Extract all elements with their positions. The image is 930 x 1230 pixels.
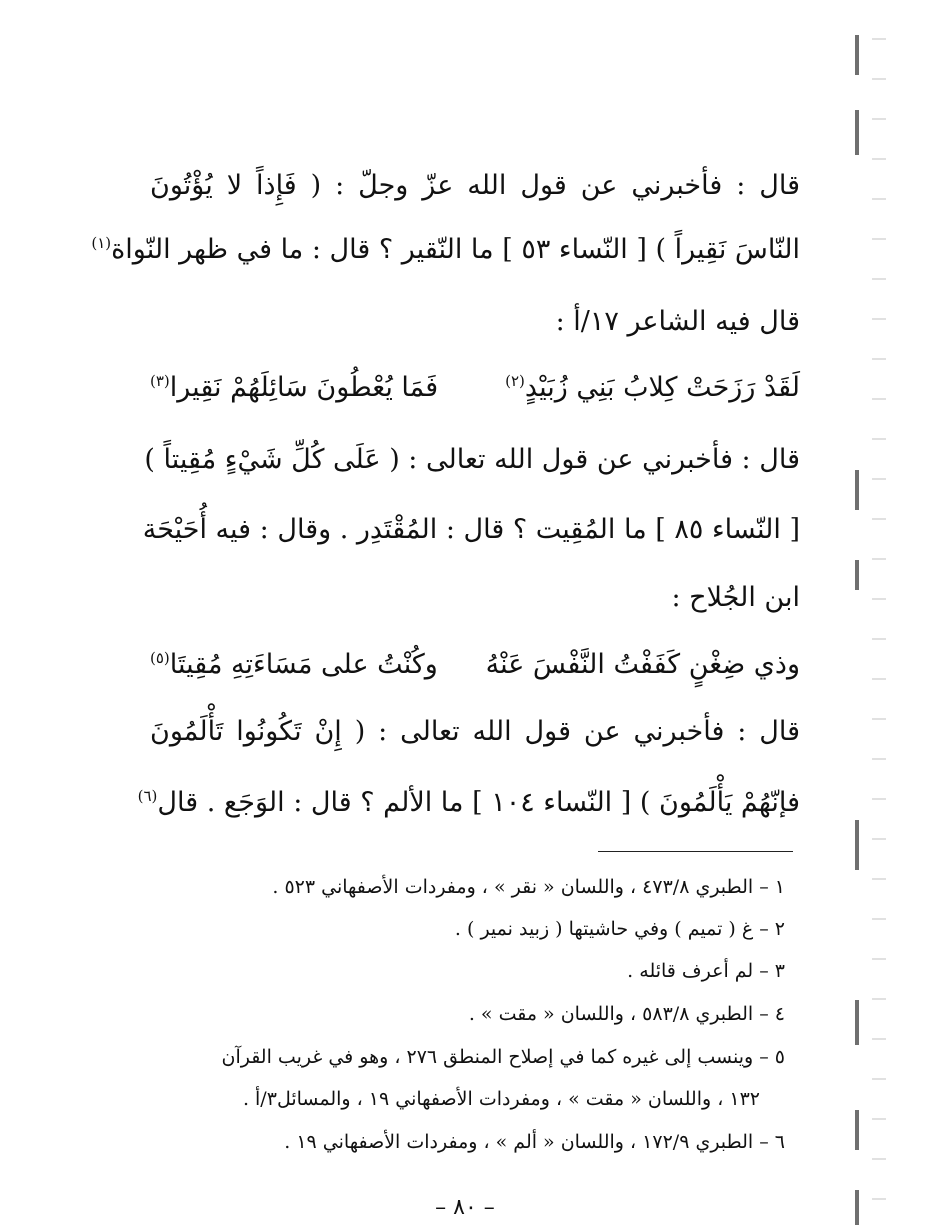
edge-mark bbox=[855, 560, 859, 590]
footnote: ٤ – الطبري ٥٨٣/٨ ، واللسان « مقت » . bbox=[468, 1003, 785, 1025]
edge-mark bbox=[855, 1190, 859, 1225]
verse-second-hemistich: فَمَا يُعْطُونَ سَائِلَهُمْ نَقِيرا(٣) bbox=[150, 372, 439, 403]
footnote-marker: (١) bbox=[91, 234, 112, 252]
poetry-verse bbox=[150, 368, 800, 408]
footnote-rule bbox=[598, 851, 793, 852]
body-line bbox=[144, 440, 800, 480]
edge-mark bbox=[855, 1110, 859, 1150]
body-line bbox=[500, 302, 800, 342]
footnote: ١ – الطبري ٤٧٣/٨ ، واللسان « نقر » ، ومفردات الأصفهاني ٥٢٣ . bbox=[272, 876, 785, 898]
body-line-text: فإنّهُمْ يَأْلَمُونَ ) [ النّساء ١٠٤ ] ما الألم ؟ قال : الوَجَع . قال bbox=[157, 787, 800, 818]
footnote: ٥ – وينسب إلى غيره كما في إصلاح المنطق ٢٧٦ ، وهو في غريب القرآن bbox=[221, 1046, 785, 1068]
body-line bbox=[150, 712, 800, 752]
edge-mark bbox=[855, 35, 859, 75]
footnote: ٣ – لم أعرف قائله . bbox=[627, 960, 785, 982]
edge-mark bbox=[855, 820, 859, 870]
poetry-verse bbox=[150, 645, 800, 685]
body-line-text: قال : فأخبرني عن قول الله عزّ وجلّ : ( فَإِذاً لا يُؤْتُونَ bbox=[150, 170, 800, 201]
footnote-marker: (٦) bbox=[137, 787, 158, 805]
body-line-text: النّاسَ نَقِيراً ) [ النّساء ٥٣ ] ما النّقير ؟ قال : ما في ظهر النّواة bbox=[111, 234, 800, 265]
page-edge-shadow bbox=[872, 0, 886, 1230]
verse-first-hemistich: لَقَدْ رَزَحَتْ كِلابُ بَنِي زُبَيْدٍ(٢) bbox=[505, 372, 800, 403]
body-line-text: قال فيه الشاعر ١٧/أ : bbox=[555, 306, 800, 337]
edge-mark bbox=[855, 1000, 859, 1045]
page-number: – ٨٠ – bbox=[435, 1195, 495, 1220]
footnote: ٦ – الطبري ١٧٢/٩ ، واللسان « ألم » ، ومفردات الأصفهاني ١٩ . bbox=[284, 1131, 785, 1153]
verse-first-hemistich: وذي ضِغْنٍ كَفَفْتُ النَّفْسَ عَنْهُ bbox=[485, 649, 800, 680]
verse-second-hemistich: وكُنْتُ على مَسَاءَتِهِ مُقِيتَا(٥) bbox=[150, 649, 438, 680]
footnote: ٢ – غ ( تميم ) وفي حاشيتها ( زبيد نمير ) . bbox=[454, 918, 785, 940]
body-line bbox=[91, 230, 800, 270]
body-line bbox=[142, 510, 800, 550]
edge-mark bbox=[855, 110, 859, 155]
body-line-text: قال : فأخبرني عن قول الله تعالى : ( عَلَى كُلِّ شَيْءٍ مُقِيتاً ) bbox=[144, 444, 800, 475]
footnote: ١٣٢ ، واللسان « مقت » ، ومفردات الأصفهاني ١٩ ، والمسائل٣/أ . bbox=[242, 1088, 760, 1110]
body-line-text: ابن الجُلاح : bbox=[671, 582, 800, 613]
body-line bbox=[150, 166, 800, 206]
edge-mark bbox=[855, 470, 859, 510]
body-line-text: قال : فأخبرني عن قول الله تعالى : ( إِنْ تَكُونُوا تَأْلَمُونَ bbox=[150, 716, 800, 747]
body-line bbox=[560, 578, 800, 618]
body-line-text: [ النّساء ٨٥ ] ما المُقِيت ؟ قال : المُقْتَدِر . وقال : فيه أُحَيْحَة bbox=[142, 514, 800, 545]
body-line bbox=[137, 783, 800, 823]
